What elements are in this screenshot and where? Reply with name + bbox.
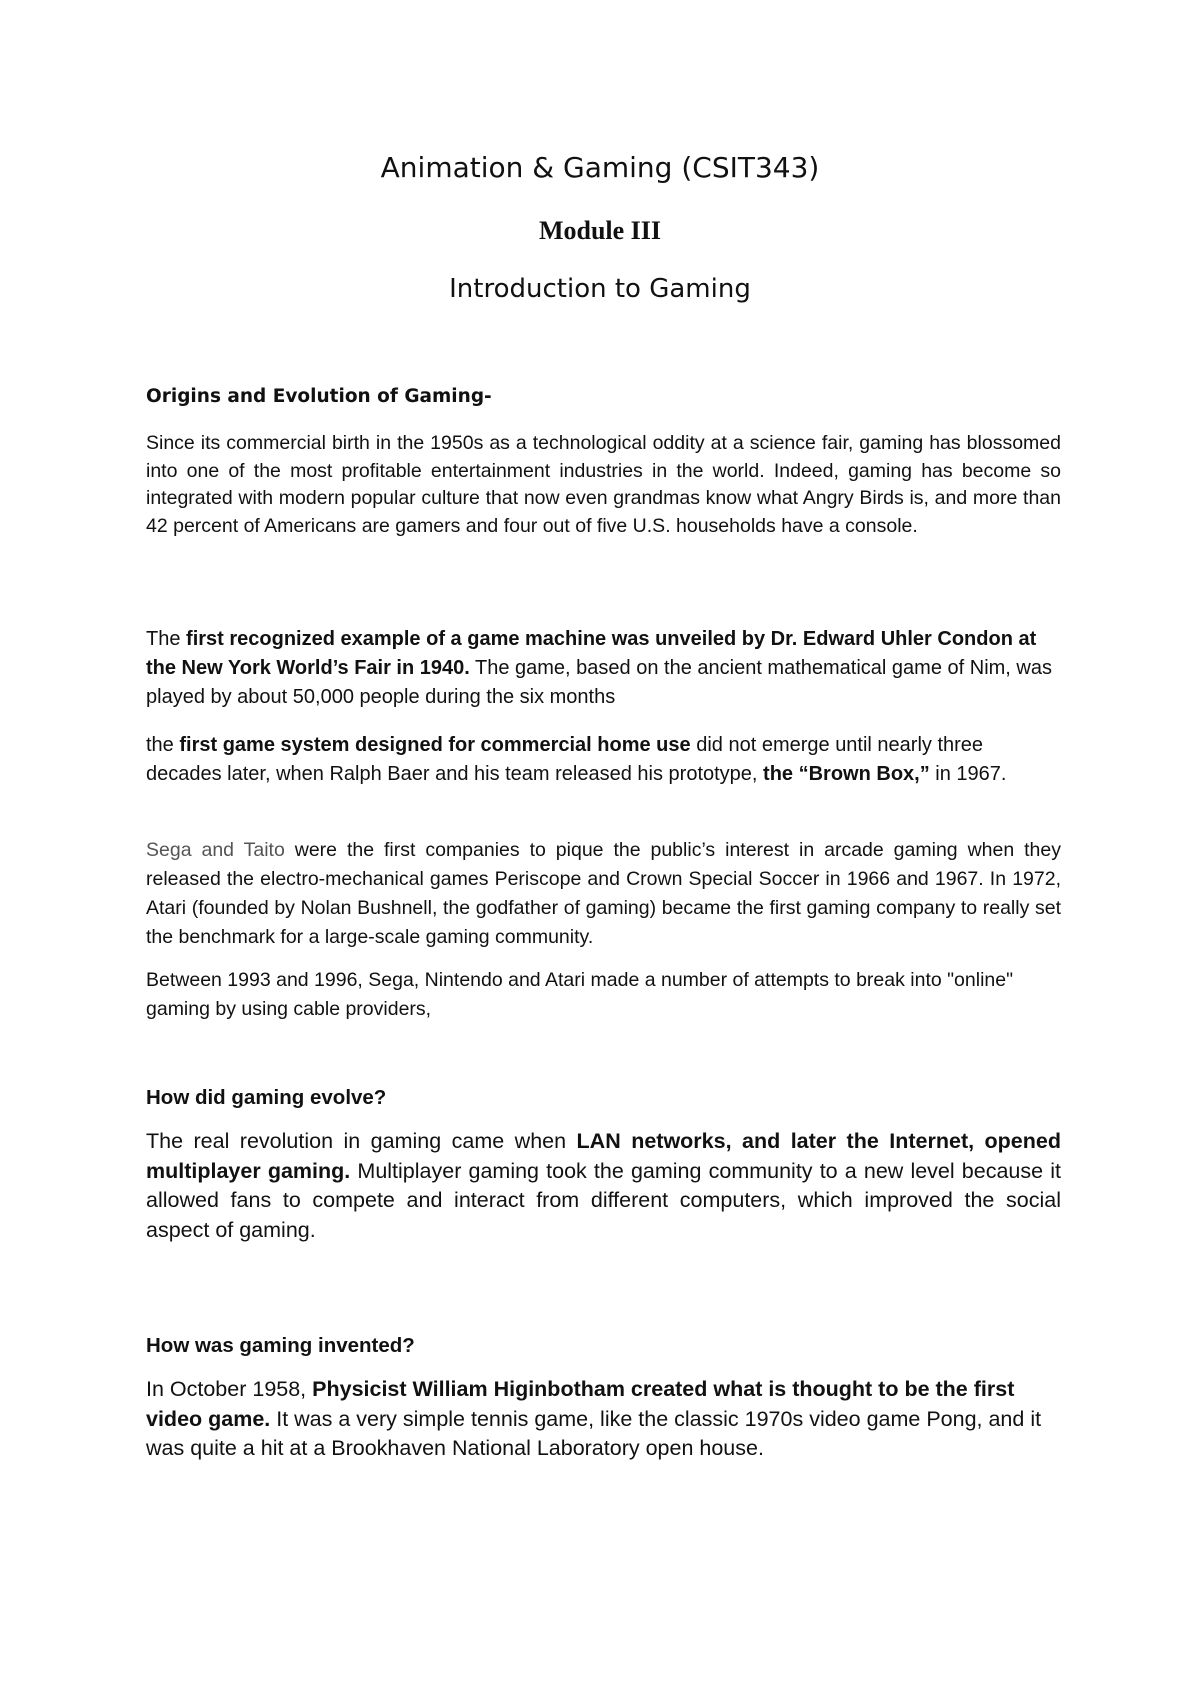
evolve-emphasis: LAN networks, and later the Internet, opened multiplayer gaming. [146, 1129, 1061, 1183]
module-title: Module III [538, 216, 662, 245]
origins-heading: Origins and Evolution of Gaming- [146, 386, 492, 407]
paragraph-online-gaming: Between 1993 and 1996, Sega, Nintendo and Atari made a number of attempts to break into "online" gaming by using cable providers, [146, 969, 1014, 1020]
topic-title: Introduction to Gaming [449, 274, 751, 304]
evolve-rest: Multiplayer gaming took the gaming community to a new level because it allowed fans to compete and interact from different computers, which improved the social aspect of gaming. [146, 1158, 1061, 1242]
p3-middle: did not emerge until nearly three decades later, when Ralph Baer and his team released his prototype, [146, 734, 984, 785]
evolve-heading: How did gaming evolve? [146, 1086, 387, 1109]
p4-lead: Sega and Taito [146, 839, 285, 861]
paragraph-first-game-machine [146, 625, 1061, 712]
course-title: Animation & Gaming (CSIT343) [380, 151, 820, 184]
p2-lead: The [146, 628, 187, 650]
invented-rest: It was a very simple tennis game, like the classic 1970s video game Pong, and it was quite a hit at a Brookhaven National Laboratory open house. [146, 1406, 1042, 1460]
paragraph-invented [146, 1375, 1061, 1464]
paragraph-commercial-birth: Since its commercial birth in the 1950s as a technological oddity at a science fair, gaming has blossomed into one of the most profitable entertainment industries in the world. Indeed, gaming has become so integrated with modern popular culture that now even grandmas know what Angry Birds is, and more than 42 percent of Americans are gamers and four out of five U.S. households have a console. [146, 432, 1061, 537]
p3-end: in 1967. [929, 763, 1007, 785]
invented-heading: How was gaming invented? [146, 1334, 415, 1357]
p4-rest: were the first companies to pique the public’s interest in arcade gaming when they released the electro-mechanical games Periscope and Crown Special Soccer in 1966 and 1967. In 1972, Atari (founded by Nolan Bushnell, the godfather of gaming) became the first gaming company to really set the benchmark for a large-scale gaming community. [146, 839, 1061, 948]
p2-rest: The game, based on the ancient mathematical game of Nim, was played by about 50,000 people during the six months [146, 657, 1052, 708]
invented-emphasis: Physicist William Higinbotham created what is thought to be the first video game. [146, 1377, 1015, 1431]
p2-emphasis: first recognized example of a game machine was unveiled by Dr. Edward Uhler Condon at the New York World’s Fair in 1940. [146, 628, 1037, 679]
p3-emphasis: first game system designed for commercial home use [179, 734, 691, 756]
paragraph-home-system [146, 731, 1061, 789]
p3-brown-box: the “Brown Box,” [763, 763, 930, 785]
paragraph-evolve [146, 1127, 1061, 1245]
evolve-lead: The real revolution in gaming came when [146, 1129, 577, 1153]
p3-lead: the [146, 734, 180, 756]
invented-lead: In October 1958, [146, 1377, 313, 1401]
paragraph-arcade [146, 836, 1061, 952]
